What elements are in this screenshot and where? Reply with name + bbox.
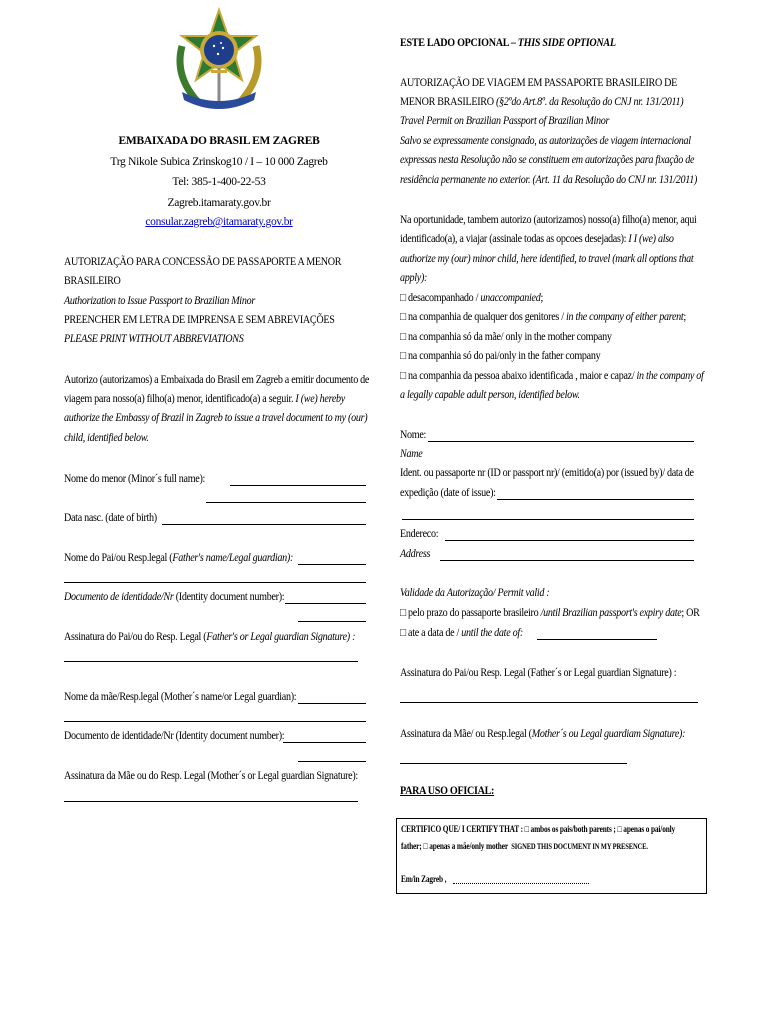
option-mother-only[interactable] [400,330,612,345]
opportunity-pt: identificado(a), a viajar (assinale todas as opcoes desejadas): [400,233,629,245]
father-name-field-2[interactable] [64,582,366,583]
minor-name-label: Nome do menor (Minor´s full name): [64,473,206,485]
checkbox-icon[interactable]: □ [400,292,406,304]
embassy-website: Zagreb.itamaraty.gov.br [167,197,271,209]
companion-address-en: Address [400,548,431,560]
father-name-en: Father's name/Legal guardian): [172,552,294,564]
companion-address-field-2[interactable] [440,560,694,561]
certify-line-2 [401,840,648,853]
certify-mother-only: apenas a mãe/only mother [429,841,508,851]
travel-title-2 [400,95,683,110]
authorization-en-text: I (we) hereby [295,393,345,405]
checkbox-icon[interactable]: □ [524,824,529,834]
certify-father-only: apenas o pai/only [623,824,676,834]
validity-date-pt: ate a data de / [408,627,462,639]
checkbox-icon[interactable]: □ [400,331,406,343]
validity-passport-option[interactable] [400,606,700,621]
right-mother-signature-label [400,727,685,742]
checkbox-icon[interactable]: □ [400,607,406,619]
checkbox-icon[interactable]: □ [423,841,428,851]
travel-title-en: Travel Permit on Brazilian Passport of Brazilian Minor [400,115,610,127]
optional-header-pt: ESTE LADO OPCIONAL – [400,37,518,49]
validity-label: Validade da Autorização/ Permit valid : [400,587,550,599]
optional-side-header [400,36,616,51]
opportunity-text-2 [400,232,674,247]
mother-signature-field[interactable] [64,801,358,802]
travel-note-3: residência permanente no exterior. (Art. 11 da Resolução do CNJ nr. 131/2011) [400,174,698,186]
travel-note-2: expressas nesta Resolução não se constituem em autorizações para fixação de [400,154,695,166]
minor-name-field-2[interactable] [206,502,366,503]
mother-signature-label: Assinatura da Mãe ou do Resp. Legal (Mother´s or Legal guardian Signature): [64,770,358,782]
right-father-signature-label: Assinatura do Pai/ou Resp. Legal (Father´s or Legal guardian Signature) : [400,667,677,679]
father-signature-en: Father's or Legal guardian Signature) : [206,631,356,643]
coat-of-arms-icon [168,6,270,118]
certify-text: CERTIFICO QUE/ I CERTIFY THAT : [401,824,525,834]
option-unaccompanied-pt: desacompanhado / [408,292,481,304]
option-father-only[interactable] [400,349,600,364]
validity-passport-en: /until Brazilian passport's expiry date [540,607,682,619]
option-father-only-label: na companhia só do pai/only in the father company [408,350,601,362]
father-id-en: (Identity document number): [173,591,285,603]
companion-issue-date-field[interactable] [497,499,694,500]
father-signature-field[interactable] [64,661,358,662]
authorization-text-2 [64,392,345,407]
checkbox-icon[interactable]: □ [400,350,406,362]
companion-address-label: Endereco: [400,528,439,540]
minor-name-field[interactable] [230,485,366,486]
father-id-field-2[interactable] [298,621,366,622]
right-father-signature-field[interactable] [400,702,698,703]
checkbox-icon[interactable]: □ [400,370,406,382]
official-use-heading: PARA USO OFICIAL: [400,785,495,797]
option-either-parent[interactable]: □ na companhia de qualquer dos genitores / in the company of either parent; [400,311,686,323]
optional-header-en: THIS SIDE OPTIONAL [517,37,616,49]
father-name-label [64,551,293,566]
mother-id-label: Documento de identidade/Nr (Identity document number): [64,730,285,742]
checkbox-icon[interactable]: □ [617,824,622,834]
right-mother-signature-field[interactable] [400,763,627,764]
authorization-pt-text: viagem para nosso(a) filho(a) menor, identificado(a) a seguir. [64,393,296,405]
companion-address-field[interactable] [445,540,694,541]
companion-name-label: Nome: [400,429,427,441]
right-mother-signature-pt: Assinatura da Mãe/ ou Resp.legal ( [400,728,532,740]
checkbox-icon[interactable]: □ [400,311,406,323]
father-signature-pt: Assinatura do Pai/ou do Resp. Legal ( [64,631,207,643]
embassy-email-link[interactable]: consular.zagreb@itamaraty.gov.br [145,216,293,228]
certify-line-1 [401,823,675,836]
authorization-text-1: Autorizo (autorizamos) a Embaixada do Brasil em Zagreb a emitir documento de [64,374,370,386]
companion-name-field[interactable] [428,441,694,442]
dob-label: Data nasc. (date of birth) [64,512,157,524]
option-adult-person-2: a legally capable adult person, identified below. [400,389,580,401]
opportunity-text-4: apply): [400,272,428,284]
companion-name-en: Name [400,448,423,460]
opportunity-en: I I (we) also [628,233,674,245]
dob-field[interactable] [162,524,366,525]
right-mother-signature-en: Mother´s ou Legal guardiam Signature): [531,728,686,740]
father-id-label [64,590,284,605]
companion-id-label: Ident. ou passaporte nr (ID or passport nr)/ (emitido(a) por (issued by)/ data de [400,467,694,479]
travel-title-2b: (§2ºdo Art.8º. da Resolução do CNJ nr. 131/2011) [495,96,684,108]
certify-signed-text: SIGNED THIS DOCUMENT IN MY PRESENCE. [511,842,648,851]
validity-or: ; OR [681,607,700,619]
validity-passport-pt: pelo prazo do passaporte brasileiro [408,607,541,619]
instructions-pt: PREENCHER EM LETRA DE IMPRENSA E SEM ABREVIAÇÕES [64,314,335,326]
travel-note-1: Salvo se expressamente consignado, as autorizações de viagem internacional [400,135,691,147]
embassy-address: Trg Nikole Subica Zrinskog10 / I – 10 000 Zagreb [110,156,328,168]
authorization-text-4: child, identified below. [64,432,149,444]
option-unaccompanied[interactable]: □ desacompanhado / unaccompanied; [400,292,543,304]
validity-date-field[interactable] [537,639,657,640]
companion-id-field-2[interactable] [402,519,694,520]
option-adult-person-en: in the company of [636,370,704,382]
mother-name-label: Nome da mãe/Resp.legal (Mother´s name/or Legal guardian): [64,691,297,703]
date-field[interactable] [453,883,589,884]
option-adult-person[interactable] [400,369,704,384]
embassy-phone: Tel: 385-1-400-22-53 [172,176,266,188]
validity-date-en: until the date of: [461,627,523,639]
father-name-pt: Nome do Pai/ou Resp.legal ( [64,552,173,564]
form-title-en: Authorization to Issue Passport to Brazilian Minor [64,295,255,307]
instructions-en: PLEASE PRINT WITHOUT ABBREVIATIONS [64,333,244,345]
validity-date-option[interactable] [400,626,523,641]
certify-father-cont: father; [401,841,424,851]
opportunity-text-1: Na oportunidade, tambem autorizo (autorizamos) nosso(a) filho(a) menor, aqui [400,214,697,226]
travel-title-1: AUTORIZAÇÃO DE VIAGEM EM PASSAPORTE BRASILEIRO DE [400,77,678,89]
embassy-name: EMBAIXADA DO BRASIL EM ZAGREB [118,135,320,147]
option-mother-only-label: na companhia só da mãe/ only in the mother company [408,331,612,343]
father-name-field[interactable] [298,564,366,565]
option-either-parent-pt: na companhia de qualquer dos genitores / [408,311,567,323]
travel-title-2a: MENOR BRASILEIRO [400,96,496,108]
checkbox-icon[interactable]: □ [400,627,406,639]
place-label: Em/in Zagreb , [401,874,447,884]
mother-name-field[interactable] [298,703,366,704]
certify-both-parents: ambos os pais/both parents ; [530,824,618,834]
option-unaccompanied-en: unaccompanied [480,292,541,304]
father-id-field[interactable] [285,603,366,604]
mother-id-field[interactable] [283,742,366,743]
companion-issue-date-label: expedição (date of issue): [400,487,496,499]
form-title-pt: AUTORIZAÇÃO PARA CONCESSÃO DE PASSAPORTE A MENOR [64,256,342,268]
option-either-parent-en: in the company of either parent [566,311,684,323]
form-title-pt-2: BRASILEIRO [64,275,121,287]
mother-name-field-2[interactable] [64,721,366,722]
opportunity-text-3: authorize my (our) minor child, here identified, to travel (mark all options that [400,253,694,265]
father-id-pt: Documento de identidade/Nr [64,591,174,603]
option-adult-person-pt: na companhia da pessoa abaixo identificada , maior e capaz/ [408,370,637,382]
father-signature-label [64,630,355,645]
mother-id-field-2[interactable] [298,761,366,762]
authorization-text-3: authorize the Embassy of Brazil in Zagreb to issue a travel document to my (our) [64,412,368,424]
